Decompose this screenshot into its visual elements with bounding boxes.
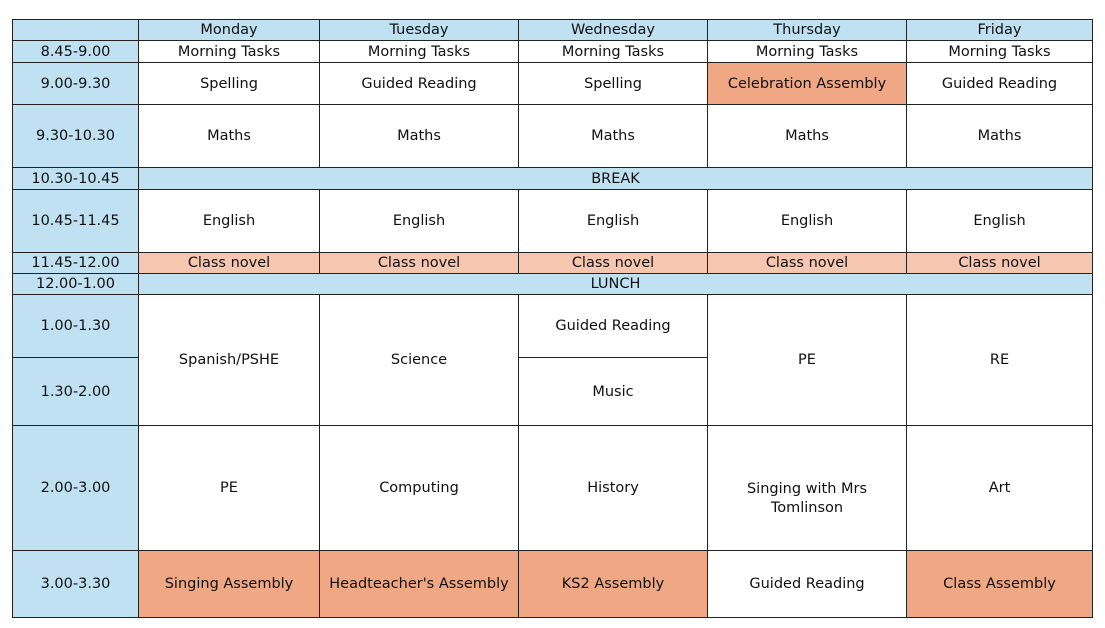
lesson-cell (708, 426, 907, 551)
lesson-cell: Maths (320, 105, 519, 168)
lesson-cell: History (519, 426, 708, 551)
lesson-cell: Morning Tasks (519, 41, 708, 63)
lesson-cell: Maths (907, 105, 1093, 168)
lesson-cell: Singing Assembly (139, 551, 320, 618)
lesson-cell: Science (320, 295, 519, 426)
lesson-cell: Computing (320, 426, 519, 551)
lesson-cell: Class novel (907, 253, 1093, 274)
lesson-cell: Guided Reading (907, 63, 1093, 105)
time-label: 11.45-12.00 (13, 253, 139, 274)
time-label: 3.00-3.30 (13, 551, 139, 618)
timetable (12, 19, 1093, 618)
lesson-cell: Morning Tasks (708, 41, 907, 63)
lesson-cell: Spanish/PSHE (139, 295, 320, 426)
lesson-cell: PE (708, 295, 907, 426)
time-label: 9.30-10.30 (13, 105, 139, 168)
lesson-cell: Spelling (139, 63, 320, 105)
lesson-cell: KS2 Assembly (519, 551, 708, 618)
day-header-wednesday: Wednesday (519, 20, 708, 41)
day-header-friday: Friday (907, 20, 1093, 41)
lesson-cell: Morning Tasks (320, 41, 519, 63)
lesson-cell: Guided Reading (320, 63, 519, 105)
lesson-cell: Art (907, 426, 1093, 551)
time-label: 9.00-9.30 (13, 63, 139, 105)
time-label: 2.00-3.00 (13, 426, 139, 551)
lesson-cell: Spelling (519, 63, 708, 105)
time-label: 1.00-1.30 (13, 295, 139, 358)
lesson-cell: Headteacher's Assembly (320, 551, 519, 618)
lesson-cell: Maths (139, 105, 320, 168)
corner-cell (13, 20, 139, 41)
break-band: BREAK (139, 168, 1093, 190)
lesson-cell: RE (907, 295, 1093, 426)
lesson-cell: Class novel (519, 253, 708, 274)
lesson-cell: Morning Tasks (139, 41, 320, 63)
lesson-cell: Class novel (320, 253, 519, 274)
lesson-cell: English (708, 190, 907, 253)
lesson-cell: English (139, 190, 320, 253)
time-label: 10.45-11.45 (13, 190, 139, 253)
lunch-band: LUNCH (139, 274, 1093, 295)
lesson-cell: Maths (708, 105, 907, 168)
lesson-cell: Maths (519, 105, 708, 168)
lesson-cell: Class novel (708, 253, 907, 274)
day-header-thursday: Thursday (708, 20, 907, 41)
time-label: 1.30-2.00 (13, 358, 139, 426)
lesson-cell: Music (519, 358, 708, 426)
lesson-cell: Morning Tasks (907, 41, 1093, 63)
time-label: 10.30-10.45 (13, 168, 139, 190)
lesson-cell: English (907, 190, 1093, 253)
lesson-cell: English (519, 190, 708, 253)
lesson-cell: Celebration Assembly (708, 63, 907, 105)
lesson-cell: English (320, 190, 519, 253)
lesson-cell: Guided Reading (708, 551, 907, 618)
time-label: 12.00-1.00 (13, 274, 139, 295)
lesson-cell: Class Assembly (907, 551, 1093, 618)
time-label: 8.45-9.00 (13, 41, 139, 63)
lesson-text: Singing with Mrs Tomlinson (746, 481, 868, 516)
lesson-cell: Guided Reading (519, 295, 708, 358)
day-header-tuesday: Tuesday (320, 20, 519, 41)
day-header-monday: Monday (139, 20, 320, 41)
lesson-cell: Class novel (139, 253, 320, 274)
lesson-cell: PE (139, 426, 320, 551)
